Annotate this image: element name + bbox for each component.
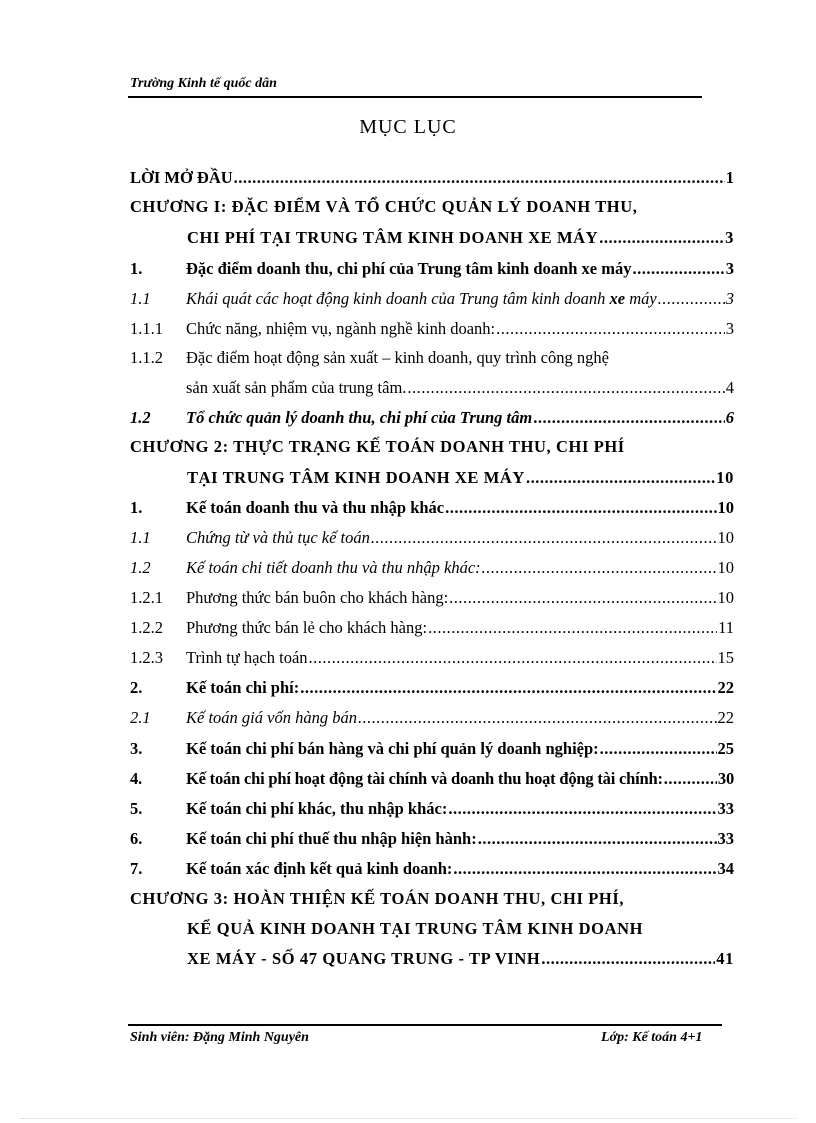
toc-page-number: 11 [718, 618, 734, 637]
footer-class: Lớp: Kế toán 4+1 [601, 1030, 703, 1045]
toc-leader [541, 949, 715, 969]
toc-section-number: 6. [130, 829, 143, 848]
toc-chapter-2-line2[interactable] [187, 468, 734, 488]
toc-leader [533, 408, 725, 428]
toc-entry-2-1-1[interactable] [130, 528, 734, 548]
toc-entry-1-1[interactable] [130, 289, 734, 309]
toc-entry-text: Phương thức bán lẻ cho khách hàng: [186, 618, 428, 637]
toc-page-number: 3 [725, 319, 734, 338]
toc-entry-text: Kế toán chi phí khác, thu nhập khác: [186, 799, 448, 818]
toc-section-number: 1.2.1 [130, 588, 163, 607]
toc-leader [482, 558, 717, 578]
toc-entry-text: Kế toán chi phí bán hàng và chi phí quản lý doanh nghiệp: [186, 739, 599, 758]
toc-entry-text: sản xuất sản phẩm của trung tâm. [186, 378, 407, 397]
toc-leader [526, 468, 715, 488]
toc-leader [358, 708, 717, 728]
toc-entry-text: Chức năng, nhiệm vụ, ngành nghề kinh doanh: [186, 319, 496, 338]
toc-entry-2-7[interactable] [130, 859, 734, 879]
page-edge [20, 1118, 796, 1119]
toc-chapter-1-line1[interactable]: CHƯƠNG I: ĐẶC ĐIỂM VÀ TỔ CHỨC QUẢN LÝ DOANH THU, [130, 197, 638, 216]
toc-entry-text: Đặc điểm hoạt động sản xuất – kinh doanh, quy trình công nghệ [186, 348, 609, 367]
toc-page-number: 33 [717, 799, 734, 818]
toc-entry-text: Kế toán chi phí hoạt động tài chính và doanh thu hoạt động tài chính: [186, 769, 663, 788]
toc-page-number: 1 [725, 168, 734, 187]
toc-entry-1-2[interactable] [130, 408, 734, 428]
toc-section-number: 5. [130, 799, 143, 818]
toc-page-number: 10 [717, 498, 734, 517]
toc-leader [658, 289, 725, 309]
toc-section-number: 4. [130, 769, 142, 788]
toc-chapter-3-line1[interactable]: CHƯƠNG 3: HOÀN THIỆN KẾ TOÁN DOANH THU, CHI PHÍ, [130, 889, 625, 908]
toc-entry-1-1-2-line1[interactable] [130, 348, 609, 368]
toc-entry-2-5[interactable] [130, 799, 734, 819]
toc-leader [448, 799, 716, 819]
toc-section-number: 1.2 [130, 408, 151, 427]
footer-student: Sinh viên: Đặng Minh Nguyên [130, 1030, 309, 1045]
toc-entry-text: CHI PHÍ TẠI TRUNG TÂM KINH DOANH XE MÁY [187, 228, 599, 247]
toc-chapter-2-line1[interactable]: CHƯƠNG 2: THỰC TRẠNG KẾ TOÁN DOANH THU, CHI PHÍ [130, 437, 625, 456]
toc-page-number: 34 [717, 859, 734, 878]
toc-entry-text: TẠI TRUNG TÂM KINH DOANH XE MÁY [187, 468, 525, 487]
toc-entry-2-1-2[interactable] [130, 558, 734, 578]
toc-entry-text: Phương thức bán buôn cho khách hàng: [186, 588, 449, 607]
toc-leader [428, 618, 717, 638]
toc-page-number: 41 [716, 949, 734, 968]
toc-leader [234, 168, 725, 188]
toc-chapter-3-line3[interactable] [187, 949, 734, 969]
toc-section-number: 2. [130, 678, 143, 697]
toc-leader [600, 739, 717, 759]
header-rule [128, 96, 702, 98]
toc-page-number: 10 [717, 528, 734, 547]
toc-section-number: 3. [130, 739, 143, 758]
toc-leader [309, 648, 717, 668]
running-header: Trường Kinh tế quốc dân [130, 76, 277, 91]
toc-section-number: 1. [130, 498, 143, 517]
toc-section-number: 1. [130, 259, 143, 278]
toc-entry-1-1-1[interactable] [130, 319, 734, 339]
toc-leader [300, 678, 716, 698]
toc-section-number: 1.1 [130, 289, 151, 308]
toc-leader [496, 319, 725, 339]
toc-entry-text: Kế toán chi tiết doanh thu và thu nhập khác: [186, 558, 481, 577]
toc-page-number: 6 [725, 408, 734, 427]
toc-page-number: 3 [725, 228, 734, 247]
toc-page-number: 25 [717, 739, 734, 758]
toc-entry-text: Khái quát các hoạt động kinh doanh của Trung tâm kinh doanh xe máy [186, 289, 657, 308]
toc-section-number: 7. [130, 859, 143, 878]
toc-page-number: 10 [717, 558, 734, 577]
toc-page-number: 22 [717, 708, 734, 727]
toc-entry-text: Kế toán giá vốn hàng bán [186, 708, 357, 727]
page-title: MỤC LỤC [359, 116, 457, 138]
toc-leader [599, 228, 724, 248]
toc-section-number: 1.1 [130, 528, 151, 547]
toc-entry-2-1-2-3[interactable] [130, 648, 734, 668]
toc-entry-text: XE MÁY - SỐ 47 QUANG TRUNG - TP VINH [187, 949, 541, 968]
toc-section-number: 1.1.1 [130, 319, 163, 338]
toc-entry-text: Kế toán xác định kết quả kinh doanh: [186, 859, 453, 878]
toc-leader [371, 528, 717, 548]
toc-entry-2-3[interactable] [130, 739, 734, 759]
toc-entry-2-4[interactable] [130, 769, 734, 789]
toc-entry-2-2-1[interactable] [130, 708, 734, 728]
toc-entry-1[interactable] [130, 259, 734, 279]
toc-leader [453, 859, 716, 879]
toc-entry-2-2[interactable] [130, 678, 734, 698]
toc-page-number: 3 [725, 289, 734, 308]
toc-chapter-1-line2[interactable] [187, 228, 734, 248]
toc-entry-intro[interactable] [130, 168, 734, 188]
toc-section-number: 1.2.2 [130, 618, 163, 637]
toc-page-number: 4 [725, 378, 734, 397]
toc-entry-1-1-2-line2[interactable] [186, 378, 734, 398]
toc-leader [632, 259, 724, 279]
toc-page-number: 22 [717, 678, 734, 697]
toc-entry-text: LỜI MỞ ĐẦU [130, 168, 233, 187]
toc-leader [445, 498, 716, 518]
toc-page-number: 30 [717, 769, 734, 788]
toc-page-number: 3 [725, 259, 734, 278]
toc-section-number: 1.2.3 [130, 648, 163, 667]
toc-entry-2-6[interactable] [130, 829, 734, 849]
toc-page-number: 33 [717, 829, 734, 848]
toc-section-number: 1.1.2 [130, 348, 163, 367]
toc-entry-2-1-2-2[interactable] [130, 618, 734, 638]
toc-entry-text: Trình tự hạch toán [186, 648, 308, 667]
toc-chapter-3-line2[interactable]: KỂ QUẢ KINH DOANH TẠI TRUNG TÂM KINH DOANH [187, 919, 644, 938]
toc-entry-text: Kế toán chi phí: [186, 678, 300, 697]
toc-page-number: 10 [716, 468, 734, 487]
toc-entry-text: Chứng từ và thủ tục kế toán [186, 528, 370, 547]
toc-entry-text: Kế toán chi phí thuế thu nhập hiện hành: [186, 829, 477, 848]
toc-entry-2-1[interactable] [130, 498, 734, 518]
toc-leader [449, 588, 716, 608]
toc-leader [407, 378, 724, 398]
toc-page-number: 10 [717, 588, 734, 607]
toc-section-number: 1.2 [130, 558, 151, 577]
toc-leader [478, 829, 717, 849]
toc-entry-text: Kế toán doanh thu và thu nhập khác [186, 498, 445, 517]
footer-rule [128, 1024, 722, 1026]
toc-leader [664, 769, 717, 789]
toc-page-number: 15 [717, 648, 734, 667]
toc-entry-text: Tổ chức quản lý doanh thu, chi phí của Trung tâm [186, 408, 533, 427]
toc-entry-text: Đặc điểm doanh thu, chi phí của Trung tâm kinh doanh xe máy [186, 259, 632, 278]
toc-entry-2-1-2-1[interactable] [130, 588, 734, 608]
toc-section-number: 2.1 [130, 708, 151, 727]
